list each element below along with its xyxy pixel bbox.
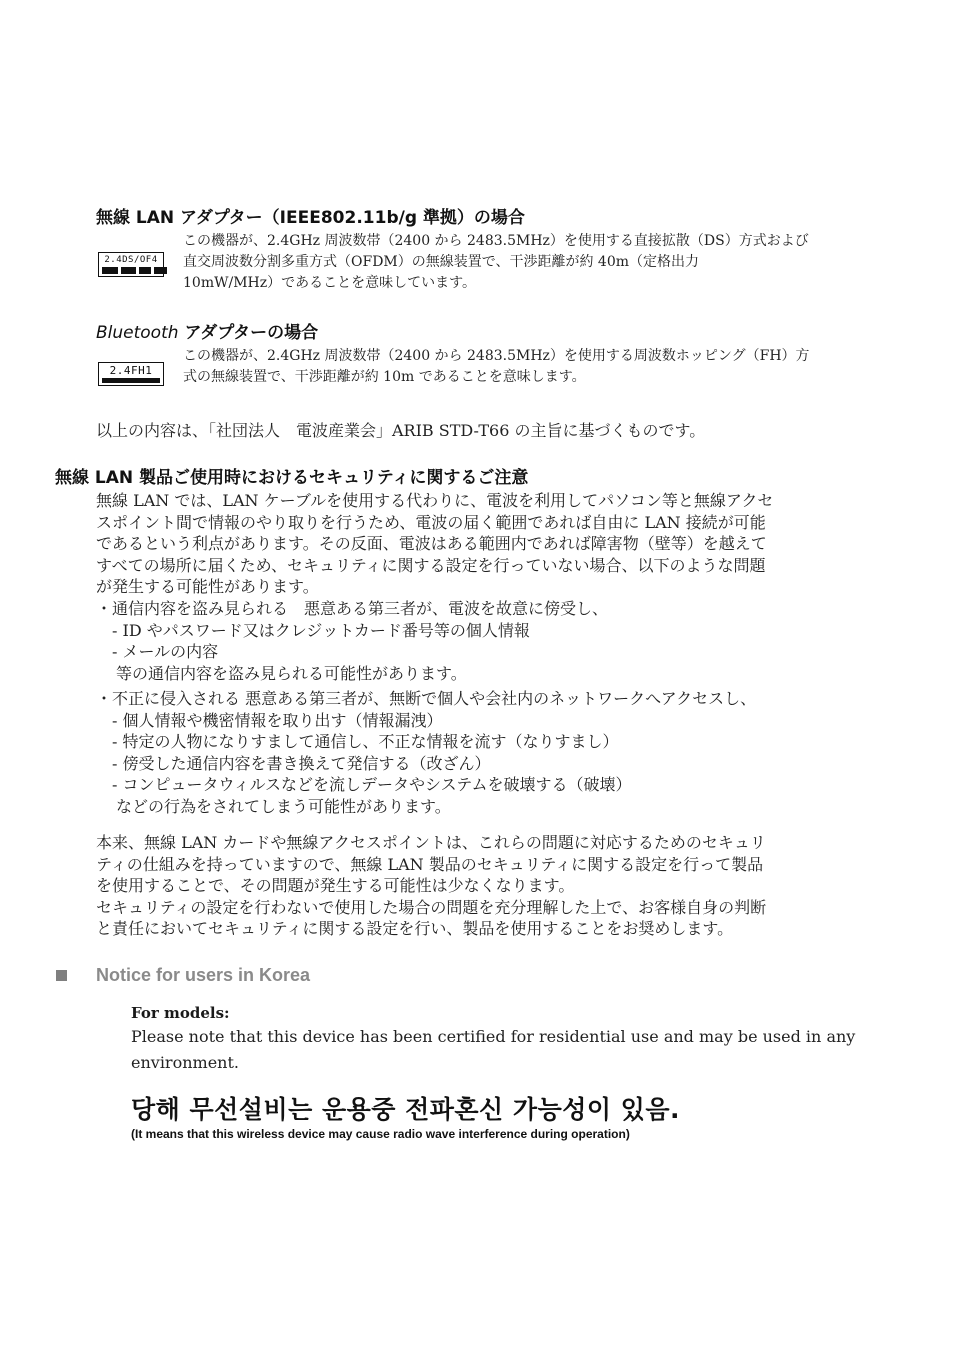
- wlan-section-title: 無線 LAN アダプター（IEEE802.11b/g 準拠）の場合: [96, 208, 525, 228]
- wlan-certification-label: [98, 252, 164, 277]
- security-closing: [96, 832, 766, 940]
- security-intro: [96, 490, 773, 598]
- text-line: ティの仕組みを持っていますので、無線 LAN 製品のセキュリティに関する設定を行って製品: [96, 854, 764, 874]
- korean-warning-translation: (It means that this wireless device may cause radio wave interference during operation): [131, 1127, 630, 1141]
- bullet-marker: ・: [96, 599, 113, 618]
- bullet-closing: などの行為をされてしまう可能性があります。: [116, 796, 451, 816]
- section-square-icon: [56, 970, 67, 981]
- bullet-text: 通信内容を盗み見られる 悪意ある第三者が、電波を故意に傍受し、: [112, 599, 609, 618]
- bullet-line: [96, 598, 608, 620]
- text-line: が発生する可能性があります。: [96, 577, 319, 597]
- bluetooth-label-bar: [102, 378, 160, 383]
- text-line: と責任においてセキュリティに関する設定を行い、製品を使用することをお奨めします。: [96, 919, 734, 939]
- bullet-closing: 等の通信内容を盗み見られる可能性があります。: [116, 663, 467, 683]
- sub-item: - ID やパスワード又はクレジットカード番号等の個人情報: [112, 620, 530, 640]
- bullet-marker: ・: [96, 689, 113, 708]
- sub-item: - 特定の人物になりすまして通信し、不正な情報を流す（なりすまし）: [112, 732, 619, 752]
- text-line: この機器が、2.4GHz 周波数帯（2400 から 2483.5MHz）を使用する直接拡散（DS）方式および: [183, 233, 809, 249]
- bullet-intrusion: [96, 688, 756, 818]
- wlan-label-text: 2.4DS/OF4: [104, 255, 158, 265]
- sub-item: - メールの内容: [112, 642, 219, 662]
- sub-item: - 傍受した通信内容を書き換えて発信する（改ざん）: [112, 753, 491, 773]
- bullet-line: [96, 688, 756, 710]
- bluetooth-certification-label: [98, 362, 164, 386]
- wlan-description: [183, 231, 809, 294]
- bluetooth-description: [183, 346, 810, 388]
- bluetooth-section-title: [96, 318, 318, 343]
- text-line: environment.: [131, 1053, 239, 1072]
- korea-note: [131, 1024, 855, 1076]
- korean-warning-text: 당해 무선설비는 운용중 전파혼신 가능성이 있음.: [131, 1095, 681, 1124]
- text-line: すべての場所に届くため、セキュリティに関する設定を行っていない場合、以下のような問題: [96, 555, 766, 575]
- text-line: この機器が、2.4GHz 周波数帯（2400 から 2483.5MHz）を使用する周波数ホッピング（FH）方: [183, 348, 810, 364]
- text-line: であるという利点があります。その反面、電波はある範囲内であれば障害物（壁等）を越えて: [96, 534, 767, 554]
- text-line: 直交周波数分割多重方式（OFDM）の無線装置で、干渉距離が約 40m（定格出力: [183, 254, 700, 270]
- arib-note: 以上の内容は、「社団法人 電波産業会」ARIB STD-T66 の主旨に基づくものです。: [96, 421, 706, 440]
- text-line: 式の無線装置で、干渉距離が約 10m であることを意味します。: [183, 369, 586, 385]
- bluetooth-title-italic: Bluetooth: [96, 323, 179, 343]
- sub-item: - 個人情報や機密情報を取り出す（情報漏洩）: [112, 710, 443, 730]
- text-line: 10mW/MHz）であることを意味しています。: [183, 275, 476, 291]
- bullet-text: 不正に侵入される 悪意ある第三者が、無断で個人や会社内のネットワークへアクセスし、: [112, 689, 757, 708]
- sub-item: - コンピュータウィルスなどを流しデータやシステムを破壊する（破壊）: [112, 775, 632, 795]
- text-line: スポイント間で情報のやり取りを行うため、電波の届く範囲であれば自由に LAN 接続が可能: [96, 512, 766, 532]
- text-line: 本来、無線 LAN カードや無線アクセスポイントは、これらの問題に対応するためのセキュリ: [96, 833, 766, 852]
- for-models-label: For models:: [131, 1004, 230, 1022]
- bluetooth-label-text: 2.4FH1: [109, 364, 153, 377]
- bluetooth-title-rest: アダプターの場合: [178, 323, 319, 343]
- wlan-label-bars: [102, 267, 167, 274]
- text-line: セキュリティの設定を行わないで使用した場合の問題を充分理解した上で、お客様自身の判断: [96, 897, 767, 917]
- bullet-eavesdropping: [96, 598, 608, 684]
- korea-section-title: Notice for users in Korea: [96, 965, 311, 985]
- text-line: を使用することで、その問題が発生する可能性は少なくなります。: [96, 876, 575, 896]
- security-section-title: 無線 LAN 製品ご使用時におけるセキュリティに関するご注意: [55, 468, 529, 488]
- text-line: Please note that this device has been certified for residential use and may be used in any: [131, 1027, 856, 1046]
- text-line: 無線 LAN では、LAN ケーブルを使用する代わりに、電波を利用してパソコン等と無線アクセ: [96, 491, 774, 510]
